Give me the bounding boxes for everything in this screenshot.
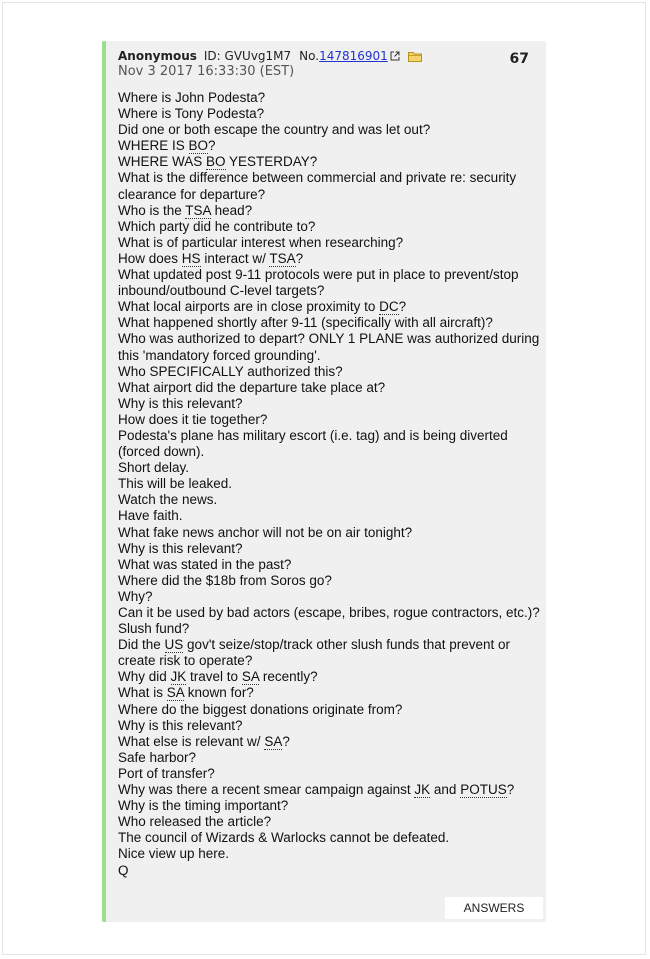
abbreviation: TSA <box>185 202 211 218</box>
post-card <box>102 41 546 922</box>
abbreviation: BO <box>188 138 209 154</box>
post-line: Why is the timing important? <box>118 798 289 814</box>
post-line: Port of transfer? <box>118 765 215 781</box>
post-line: Who was authorized to depart? ONLY 1 PLANE was authorized during this 'mandatory forced grounding'. <box>118 331 540 363</box>
answers-button[interactable]: ANSWERS <box>445 897 543 919</box>
abbreviation: SA <box>241 669 260 685</box>
abbreviation: SA <box>166 685 185 701</box>
post-line: The council of Wizards & Warlocks cannot be defeated. <box>118 830 450 846</box>
post-line: Why did JK travel to SA recently? <box>118 669 318 685</box>
post-line: Did the US gov't seize/stop/track other slush funds that prevent or create risk to operate? <box>118 637 511 669</box>
post-line: What is SA known for? <box>118 685 254 701</box>
post-line: Where did the $18b from Soros go? <box>118 572 332 588</box>
post-line: Short delay. <box>118 460 190 476</box>
abbreviation: BO <box>206 154 226 170</box>
post-body <box>118 90 540 879</box>
abbreviation: JK <box>414 782 431 798</box>
post-line: What is of particular interest when researching? <box>118 234 404 250</box>
post-line: Which party did he contribute to? <box>118 218 316 234</box>
post-line: Who released the article? <box>118 814 272 830</box>
post-line: Podesta's plane has military escort (i.e. tag) and is being diverted (forced down). <box>118 427 508 460</box>
abbreviation: JK <box>170 669 187 685</box>
post-line: What was stated in the past? <box>118 556 292 572</box>
post-line: What updated post 9-11 protocols were put in place to prevent/stop inbound/outbound C-level targets? <box>118 267 519 299</box>
reply-count: 67 <box>509 51 529 67</box>
post-header <box>118 49 422 63</box>
post-line: Why is this relevant? <box>118 395 243 411</box>
post-line: Who is the TSA head? <box>118 202 253 218</box>
post-line: What happened shortly after 9-11 (specifically with all aircraft)? <box>118 315 493 331</box>
post-line: What local airports are in close proximity to DC? <box>118 299 407 315</box>
post-number-link[interactable]: 147816901 <box>319 49 388 63</box>
post-line: What else is relevant w/ SA? <box>118 733 290 749</box>
post-line: Q <box>118 862 129 878</box>
post-line: Have faith. <box>118 508 183 524</box>
post-line: What is the difference between commercial and private re: security clearance for departure? <box>118 170 517 202</box>
post-line: Nice view up here. <box>118 846 230 862</box>
abbreviation: TSA <box>269 250 296 266</box>
author-name: Anonymous <box>118 49 197 63</box>
poster-id-label: ID: <box>203 49 221 63</box>
abbreviation: DC <box>379 299 399 315</box>
post-line: WHERE IS BO? <box>118 138 216 154</box>
post-line: Can it be used by bad actors (escape, bribes, rogue contractors, etc.)? <box>118 605 540 620</box>
post-line: Why was there a recent smear campaign against JK and POTUS? <box>118 782 515 798</box>
post-line: What fake news anchor will not be on air tonight? <box>118 524 413 540</box>
post-line: This will be leaked. <box>118 476 233 492</box>
post-line: Why? <box>118 588 153 604</box>
abbreviation: SA <box>264 733 283 749</box>
post-line: What airport did the departure take place at? <box>118 379 386 395</box>
post-line: Did one or both escape the country and was let out? <box>118 122 431 138</box>
abbreviation: US <box>164 637 184 653</box>
post-line: Where is Tony Podesta? <box>118 106 265 122</box>
post-timestamp: Nov 3 2017 16:33:30 (EST) <box>118 64 295 79</box>
post-line: How does it tie together? <box>118 411 268 427</box>
external-link-icon[interactable] <box>390 51 400 61</box>
post-line: WHERE WAS BO YESTERDAY? <box>118 154 318 170</box>
poster-id-value[interactable]: GVUvg1M7 <box>224 49 292 63</box>
post-line: Why is this relevant? <box>118 717 243 733</box>
abbreviation: POTUS <box>460 782 507 798</box>
post-line: Where is John Podesta? <box>118 90 266 105</box>
post-line: Where do the biggest donations originate from? <box>118 701 403 717</box>
poster-id <box>204 49 291 63</box>
post-line: Why is this relevant? <box>118 540 243 556</box>
post-line: Safe harbor? <box>118 749 197 765</box>
folder-icon[interactable] <box>408 51 422 62</box>
post-number-label: No. <box>299 49 320 63</box>
post-line: Watch the news. <box>118 492 218 508</box>
abbreviation: HS <box>181 250 201 266</box>
post-line: Who SPECIFICALLY authorized this? <box>118 363 343 379</box>
post-line: How does HS interact w/ TSA? <box>118 250 304 266</box>
post-line: Slush fund? <box>118 621 190 637</box>
